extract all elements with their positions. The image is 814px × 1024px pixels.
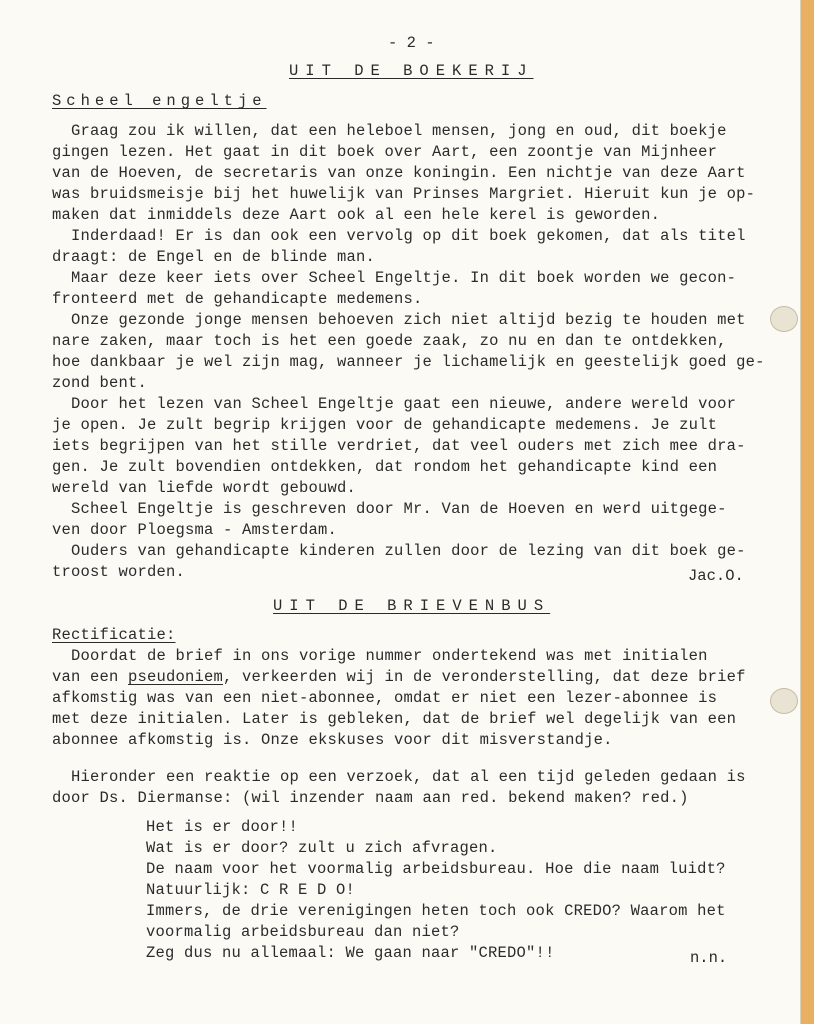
punch-hole — [770, 306, 798, 332]
text-line: met deze initialen. Later is gebleken, dat de brief wel degelijk van een — [52, 710, 737, 728]
text-line: nare zaken, maar toch is het een goede zaak, zo nu en dan te ontdekken, — [52, 332, 727, 350]
poem-line: Natuurlijk: C R E D O! — [146, 881, 356, 899]
text-line: draagt: de Engel en de blinde man. — [52, 248, 376, 266]
signature-jac: Jac.O. — [688, 567, 744, 585]
text-line: was bruidsmeisje bij het huwelijk van Prinses Margriet. Hieruit kun je op- — [52, 185, 756, 203]
text-line: wereld van liefde wordt gebouwd. — [52, 479, 357, 497]
text-line: ven door Ploegsma - Amsterdam. — [52, 521, 338, 539]
poem-line: Zeg dus nu allemaal: We gaan naar "CREDO"!! — [146, 944, 555, 962]
text-line: Scheel Engeltje is geschreven door Mr. Van de Hoeven en werd uitgege- — [52, 500, 727, 518]
poem-line: voormalig arbeidsbureau dan niet? — [146, 923, 460, 941]
text-line: Door het lezen van Scheel Engeltje gaat een nieuwe, andere wereld voor — [52, 395, 737, 413]
section-heading-brievenbus: UIT DE BRIEVENBUS — [273, 597, 551, 615]
text-line: Graag zou ik willen, dat een heleboel mensen, jong en oud, dit boekje — [52, 122, 727, 140]
subheading-scheel-engeltje: Scheel engeltje — [52, 92, 267, 110]
text-line: Hieronder een reaktie op een verzoek, dat al een tijd geleden gedaan is — [52, 768, 746, 786]
subheading-rectificatie: Rectificatie: — [52, 626, 176, 644]
text-line: Inderdaad! Er is dan ook een vervolg op dit boek gekomen, dat als titel — [52, 227, 746, 245]
poem-line: Wat is er door? zult u zich afvragen. — [146, 839, 498, 857]
text-line: Maar deze keer iets over Scheel Engeltje. In dit boek worden we gecon- — [52, 269, 737, 287]
text-line: hoe dankbaar je wel zijn mag, wanneer je lichamelijk en geestelijk goed ge- — [52, 353, 765, 371]
text-line: gingen lezen. Het gaat in dit boek over Aart, een zoontje van Mijnheer — [52, 143, 718, 161]
signature-nn: n.n. — [690, 949, 728, 967]
text-line: je open. Je zult begrip krijgen voor de gehandicapte medemens. Je zult — [52, 416, 718, 434]
text-line-pseudoniem — [52, 668, 746, 686]
text-line: zond bent. — [52, 374, 148, 392]
poem-line: Het is er door!! — [146, 818, 299, 836]
text-line: door Ds. Diermanse: (wil inzender naam aan red. bekend maken? red.) — [52, 789, 689, 807]
pseudoniem-word: pseudoniem — [128, 668, 224, 686]
text-span: , verkeerden wij in de veronderstelling, dat deze brief — [223, 668, 746, 686]
text-line: troost worden. — [52, 563, 186, 581]
text-span: van een — [52, 668, 129, 686]
punch-hole — [770, 688, 798, 714]
text-line: Onze gezonde jonge mensen behoeven zich niet altijd bezig te houden met — [52, 311, 746, 329]
text-line: abonnee afkomstig is. Onze ekskuses voor dit misverstandje. — [52, 731, 613, 749]
text-line: van de Hoeven, de secretaris van onze koningin. Een nichtje van deze Aart — [52, 164, 746, 182]
section-heading-boekerij: UIT DE BOEKERIJ — [289, 62, 534, 80]
text-line: afkomstig was van een niet-abonnee, omdat er niet een lezer-abonnee is — [52, 689, 718, 707]
text-line: maken dat inmiddels deze Aart ook al een hele kerel is geworden. — [52, 206, 661, 224]
poem-line: Immers, de drie verenigingen heten toch ook CREDO? Waarom het — [146, 902, 726, 920]
page-number: - 2 - — [388, 34, 435, 52]
text-line: Ouders van gehandicapte kinderen zullen door de lezing van dit boek ge- — [52, 542, 746, 560]
text-line: Doordat de brief in ons vorige nummer ondertekend was met initialen — [52, 647, 708, 665]
text-line: gen. Je zult bovendien ontdekken, dat rondom het gehandicapte kind een — [52, 458, 718, 476]
poem-line: De naam voor het voormalig arbeidsbureau. Hoe die naam luidt? — [146, 860, 726, 878]
text-line: iets begrijpen van het stille verdriet, dat veel ouders met zich mee dra- — [52, 437, 746, 455]
text-line: fronteerd met de gehandicapte medemens. — [52, 290, 423, 308]
